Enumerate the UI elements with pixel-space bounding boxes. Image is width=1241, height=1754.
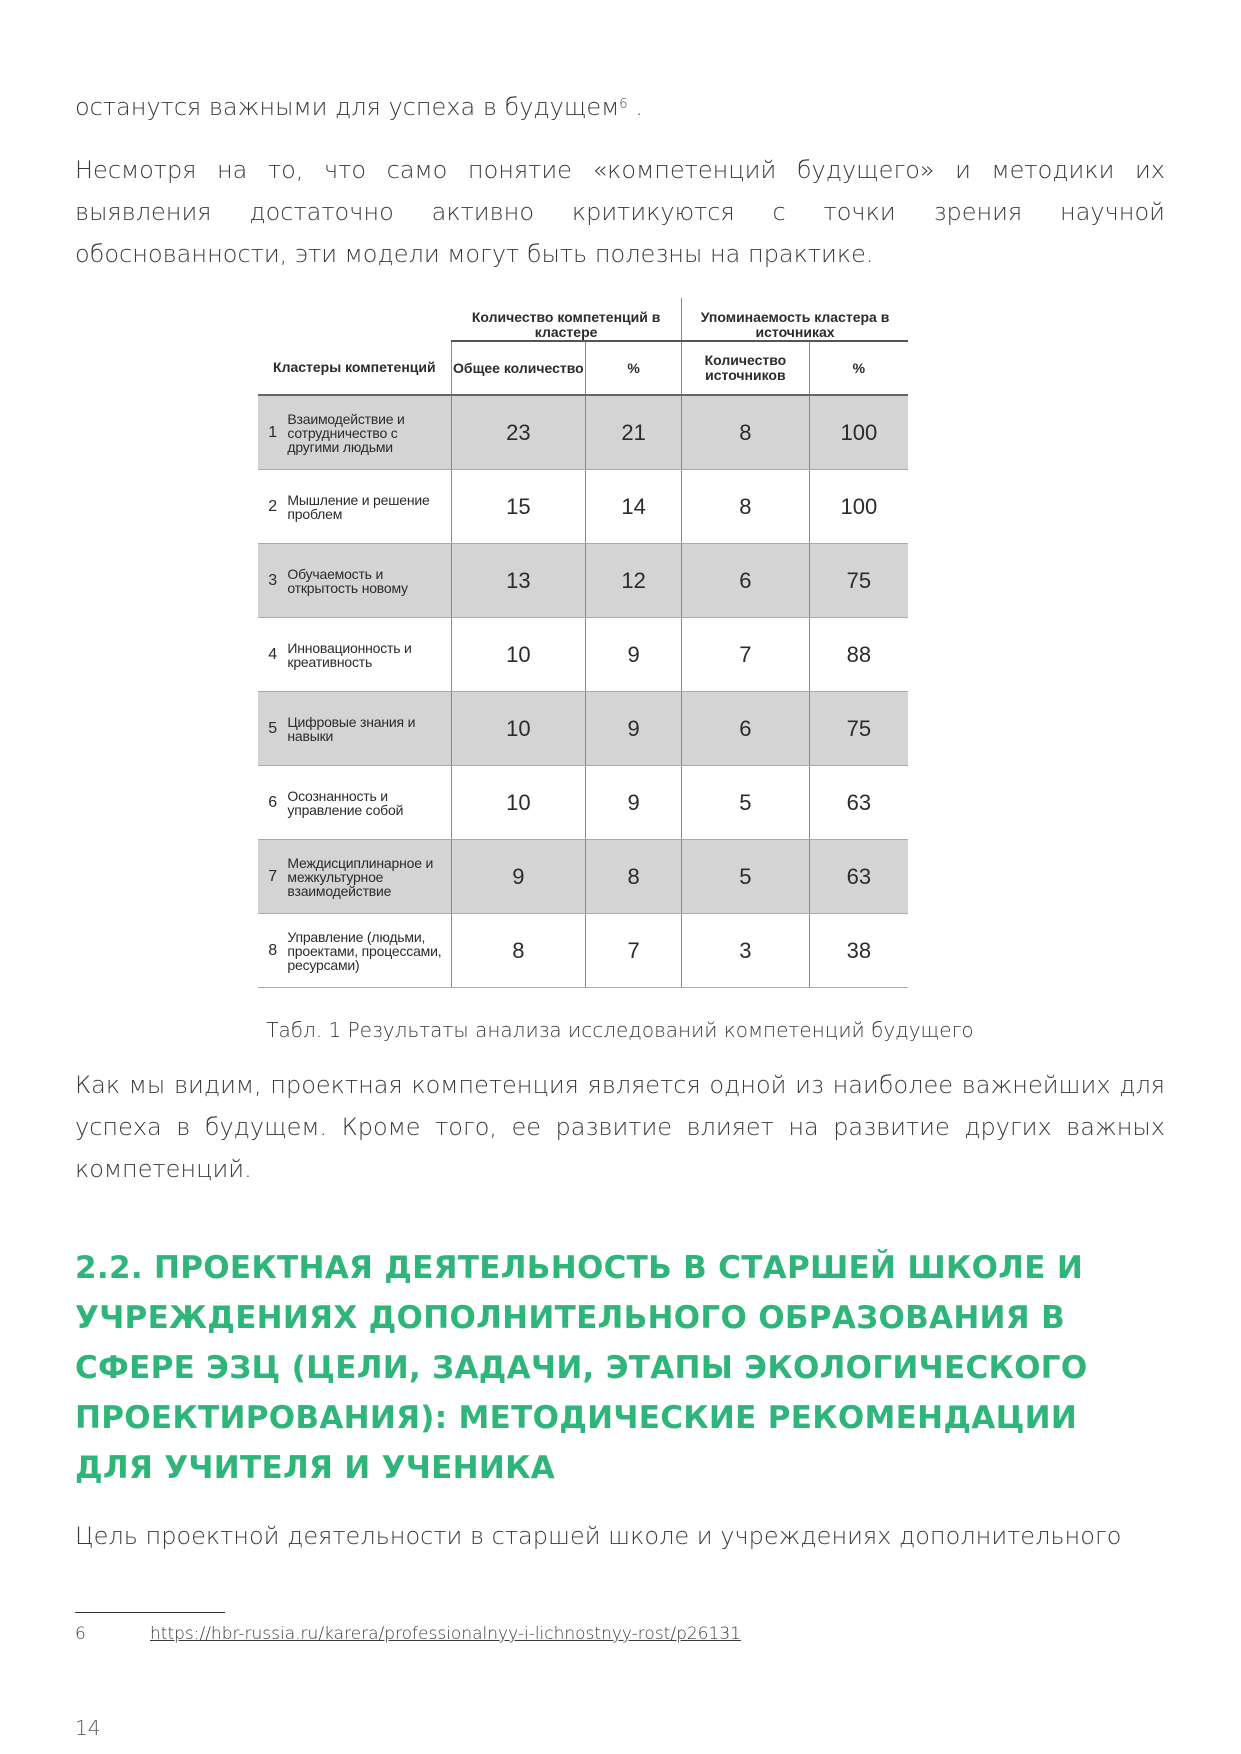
cluster-name: Обучаемость и открытость новому — [287, 544, 451, 618]
paragraph-continuation: останутся важными для успеха в будущем$^6$ . — [75, 93, 643, 121]
cluster-name: Цифровые знания и навыки — [287, 692, 451, 766]
cluster-name: Мышление и решение проблем — [287, 470, 451, 544]
table-caption: Табл. 1 Результаты анализа исследований компетенций будущего — [266, 1018, 974, 1042]
paragraph-criticism: Несмотря на то, что само понятие «компетенций будущего» и методики их выявления достаточно активно критикуются с точки зрения научной обоснованности, эти модели могут быть полезны на практике. — [75, 156, 1165, 268]
footnote-ref[interactable]: 6 — [619, 97, 628, 112]
section-heading: 2.2. ПРОЕКТНАЯ ДЕЯТЕЛЬНОСТЬ В СТАРШЕЙ ШКОЛЕ И УЧРЕЖДЕНИЯХ ДОПОЛНИТЕЛЬНОГО ОБРАЗОВАНИЯ В СФЕРЕ ЭЗЦ (ЦЕЛИ, ЗАДАЧИ, ЭТАПЫ ЭКОЛОГИЧЕСКОГО ПРОЕКТИРОВАНИЯ): МЕТОДИЧЕСКИЕ РЕКОМЕНДАЦИИ ДЛЯ УЧИТЕЛЯ И УЧЕНИКА — [75, 1250, 1088, 1486]
group-header-sources: Упоминаемость кластера в источниках — [682, 298, 908, 341]
table-row: 2 Мышление и решение проблем 15 14 8 100 — [258, 470, 908, 544]
col-header-clusters: Кластеры компетенций — [258, 341, 451, 395]
table-row: 6 Осознанность и управление собой 10 9 5 63 — [258, 766, 908, 840]
col-header-sources: Количество источников — [682, 341, 810, 395]
cluster-name: Междисциплинарное и межкультурное взаимодействие — [287, 840, 451, 914]
paragraph-conclusion: Как мы видим, проектная компетенция является одной из наиболее важнейших для успеха в будущем. Кроме того, ее развитие влияет на развитие других важных компетенций. — [75, 1071, 1165, 1183]
cluster-name: Инновационность и креативность — [287, 618, 451, 692]
table-row: 7 Междисциплинарное и межкультурное взаимодействие 9 8 5 63 — [258, 840, 908, 914]
footnote-link[interactable]: https://hbr-russia.ru/karera/professionalnyy-i-lichnostnyy-rost/p26131 — [150, 1624, 741, 1644]
table-row: 4 Инновационность и креативность 10 9 7 88 — [258, 618, 908, 692]
footnote-divider — [75, 1612, 225, 1613]
footnote-number: 6 — [75, 1624, 86, 1644]
table-row: 8 Управление (людьми, проектами, процессами, ресурсами) 8 7 3 38 — [258, 914, 908, 988]
page-number: 14 — [75, 1716, 101, 1740]
table-row: 3 Обучаемость и открытость новому 13 12 6 75 — [258, 544, 908, 618]
col-header-pct: % — [586, 341, 682, 395]
table-row: 1 Взаимодействие и сотрудничество с другими людьми 23 21 8 100 — [258, 395, 908, 470]
col-header-total: Общее количество — [451, 341, 585, 395]
paragraph-goal: Цель проектной деятельности в старшей школе и учреждениях дополнительного — [75, 1522, 1122, 1550]
cluster-name: Взаимодействие и сотрудничество с другими людьми — [287, 395, 451, 470]
cluster-name: Управление (людьми, проектами, процессами, ресурсами) — [287, 914, 451, 988]
table-row: 5 Цифровые знания и навыки 10 9 6 75 — [258, 692, 908, 766]
cluster-name: Осознанность и управление собой — [287, 766, 451, 840]
col-header-sources-pct: % — [809, 341, 908, 395]
group-header-competencies: Количество компетенций в кластере — [451, 298, 681, 341]
footnote — [75, 1624, 741, 1644]
competencies-table — [258, 298, 908, 988]
